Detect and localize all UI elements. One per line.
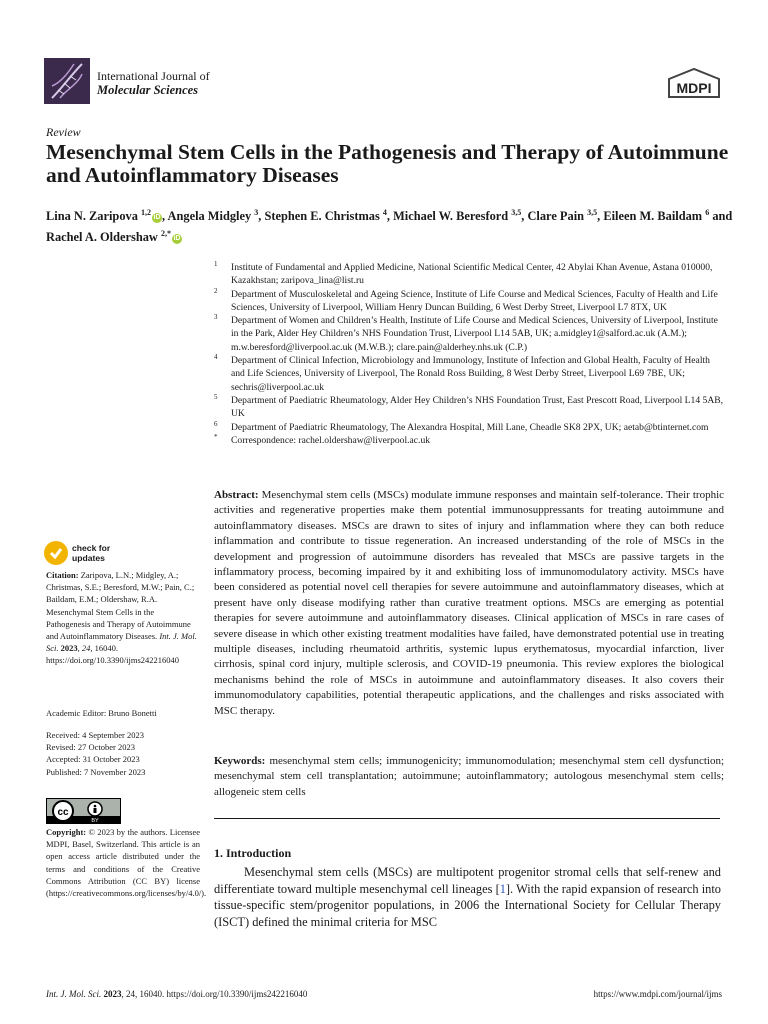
citation-block — [46, 569, 200, 667]
author-separator: , — [386, 209, 394, 224]
author-name: Lina N. Zaripova — [46, 209, 142, 224]
article-title: Mesenchymal Stem Cells in the Pathogenesis and Therapy of Autoimmune and Autoinflammatory Diseases — [46, 140, 729, 187]
affiliation-item — [214, 314, 726, 354]
section-heading: 1. Introduction — [214, 846, 292, 860]
intro-text-a: Mesenchymal stem cells (MSCs) are multipotent progenitor stromal cells that self-renew and differentiate toward multiple mesenchymal cell lineages [ — [214, 865, 721, 896]
journal-name-line2: Molecular Sciences — [97, 83, 199, 97]
author-name: Stephen E. Christmas — [264, 209, 383, 224]
cc-by-license-icon[interactable] — [46, 798, 121, 824]
journal-name-line1: International Journal of — [97, 69, 210, 83]
author-affiliation-marker: 1,2 — [141, 208, 152, 217]
author-name: Angela Midgley — [167, 209, 255, 224]
academic-editor: Academic Editor: Bruno Bonetti — [46, 708, 157, 718]
footer-year: 2023 — [103, 989, 122, 999]
author-separator: , — [521, 209, 528, 224]
author-list — [46, 204, 736, 246]
author-separator: , — [597, 209, 604, 224]
affiliation-item — [214, 421, 726, 434]
mdpi-logo — [665, 67, 723, 101]
author-affiliation-marker: 3 — [254, 208, 259, 217]
affiliation-number: 6 — [214, 419, 218, 428]
copyright-label: Copyright: — [46, 827, 87, 837]
affiliation-item — [214, 394, 726, 421]
affiliation-text: Department of Paediatric Rheumatology, Alder Hey Children’s NHS Foundation Trust, East Prescott Road, Liverpool L14 5AB, UK — [231, 394, 724, 420]
affiliation-text: Department of Paediatric Rheumatology, The Alexandra Hospital, Mill Lane, Cheadle SK8 2PX, UK; aetab@btinternet.com — [231, 421, 709, 433]
affiliation-text: Department of Musculoskeletal and Ageing Science, Institute of Life Course and Medical Sciences, Faculty of Health and Life Sciences, University of Liverpool, William Henry Duncan Building, 6 West Derby Street, Liverpool L7 8TX, UK — [231, 288, 718, 313]
orcid-icon[interactable]: iD — [173, 235, 181, 243]
keywords — [214, 754, 724, 800]
affiliation-number: 1 — [214, 260, 218, 268]
author-affiliation-marker: 3,5 — [511, 208, 522, 217]
author-name: Rachel A. Oldershaw — [46, 230, 161, 245]
abstract-label: Abstract: — [214, 489, 259, 501]
abstract — [214, 488, 724, 719]
reference-link[interactable]: 1 — [499, 881, 506, 896]
check-for-updates-button[interactable] — [44, 541, 124, 567]
journal-name — [97, 69, 210, 97]
affiliation-text: Correspondence: rachel.oldershaw@liverpool.ac.uk — [231, 434, 431, 446]
affiliation-text: Institute of Fundamental and Applied Medicine, National Scientific Medical Center, 42 Abylai Khan Avenue, Astana 010000, Kazakhstan; zaripova_lina@list.ru — [231, 262, 713, 287]
section-divider — [214, 818, 720, 819]
journal-url[interactable]: https://www.mdpi.com/journal/ijms — [593, 989, 722, 999]
affiliation-number: 4 — [214, 353, 218, 362]
date-list — [46, 729, 200, 778]
footer-doi[interactable]: , 24, 16040. https://doi.org/10.3390/ijms242216040 — [121, 989, 308, 999]
author-name: Michael W. Beresford — [393, 209, 512, 224]
affiliation-number: 3 — [214, 313, 218, 322]
svg-text:BY: BY — [91, 818, 99, 824]
intro-paragraph — [214, 864, 721, 931]
author-affiliation-marker: 2,* — [160, 229, 171, 239]
affiliation-text: Department of Women and Children’s Health, Institute of Life Course and Medical Sciences, University of Liverpool, Institute in the Park, Alder Hey Children’s NHS Foundation Trust, Liverpool L14 5AB, UK; a.midgley1@salford.ac.uk (A.M.); m.w.beresford@liverpool.ac.uk (M.W.B.); clare.pain@alderhey.nhs.uk (C.P.) — [231, 315, 718, 353]
affiliation-text: Department of Clinical Infection, Microbiology and Immunology, Institute of Infection and Global Health, Faculty of Health and Life Sciences, University of Liverpool, The Ronald Ross Building, 8 West Derby Street, Liverpool L69 7BE, UK; sechris@liverpool.ac.uk — [231, 355, 710, 393]
publication-date: Published: 7 November 2023 — [46, 766, 146, 777]
citation-label: Citation: — [46, 570, 79, 580]
dna-helix-icon — [44, 58, 90, 104]
affiliation-item — [214, 288, 726, 315]
author-separator: , — [258, 209, 265, 224]
affiliation-item — [214, 434, 726, 447]
citation-journal: Int. J. Mol. Sci. — [46, 631, 197, 654]
affiliation-item — [214, 261, 726, 288]
footer-citation — [46, 989, 307, 999]
affiliation-list — [214, 261, 726, 447]
citation-year: 2023 — [60, 643, 78, 654]
copyright-block — [46, 826, 207, 899]
copyright-text: © 2023 by the authors. Licensee MDPI, Basel, Switzerland. This article is an open access article distributed under the terms and conditions of the Creative Commons Attribution (CC BY) license (https://creativecommons.org/licenses/by/4.0/). — [46, 827, 207, 899]
affiliation-item — [214, 354, 726, 394]
citation-text: Zaripova, L.N.; Midgley, A.; Christmas, S.E.; Beresford, M.W.; Pain, C.; Baildam, E.M.; Oldershaw, R.A. Mesenchymal Stem Cells in the Pathogenesis and Therapy of Autoimmune and Autoinflammatory Diseases. — [46, 570, 195, 642]
publication-date: Accepted: 31 October 2023 — [46, 754, 140, 765]
author-affiliation-marker: 3,5 — [587, 208, 598, 217]
affiliation-number: * — [214, 432, 218, 441]
publication-date: Received: 4 September 2023 — [46, 730, 144, 740]
intro-text-b: ]. With the rapid expansion of research into tissue-specific stem/progenitor populations, in 2006 the International Society for Cellular Therapy (ISCT) defined the minimal criteria for MSC — [214, 881, 721, 930]
footer-journal: Int. J. Mol. Sci. — [46, 989, 102, 999]
article-type: Review — [46, 125, 81, 139]
author-name: Eileen M. Baildam — [603, 209, 706, 224]
affiliation-number: 5 — [214, 392, 218, 401]
publication-date: Revised: 27 October 2023 — [46, 742, 135, 753]
check-updates-line2: updates — [72, 552, 105, 563]
keywords-text: mesenchymal stem cells; immunogenicity; immunomodulation; mesenchymal stem cell dysfunction; mesenchymal stem cell transplantation; autoimmune; autoinflammatory; autologous mesenchymal stem cells; allogeneic stem cells — [214, 755, 724, 798]
affiliation-number: 2 — [214, 286, 218, 295]
abstract-text: Mesenchymal stem cells (MSCs) modulate immune responses and maintain self-tolerance. Their trophic activities and regenerative properties make them potential immunosuppressants for treating autoimmune and autoinflammatory diseases. MSCs are drawn to sites of injury and inflammation where they can both reduce inflammation and contribute to tissue regeneration. An increased understanding of the role of MSCs in the development and progression of autoimmune disorders has revealed that MSCs are passive targets in the inflammatory process, becoming impaired by it and exhibiting loss of immunomodulatory activity. MSCs have been considered as potential novel cell therapies for severe autoimmune and autoinflammatory diseases, which at present have only disease modifying rather than curative treatment options. MSCs are emerging as potential therapies for severe autoimmune and autoinflammatory diseases. Clinical application of MSCs in rare cases of severe disease in which other existing treatment modalities have failed, have demonstrated potential use in treating multiple diseases, including rheumatoid arthritis, systemic lupus erythematosus, myocardial infarction, liver cirrhosis, spinal cord injury, multiple sclerosis, and COVID-19 pneumonia. This review explores the biological mechanisms behind the role of MSCs in autoimmune and autoinflammatory diseases. It also covers their immunomodulatory capabilities, potential therapeutic applications, and the challenges and risks associated with MSC therapy. — [214, 489, 725, 717]
author-separator: , — [162, 209, 168, 224]
check-updates-icon — [44, 541, 68, 565]
citation-doi[interactable]: 16040. https://doi.org/10.3390/ijms242216040 — [46, 643, 180, 666]
citation-volume: , 24, — [77, 643, 93, 654]
check-updates-line1: check for — [72, 543, 111, 553]
author-affiliation-marker: 6 — [705, 208, 710, 217]
orcid-icon[interactable]: iD — [153, 214, 161, 222]
author-separator: and — [709, 209, 733, 224]
svg-text:cc: cc — [57, 807, 69, 818]
author-affiliation-marker: 4 — [382, 208, 387, 217]
keywords-label: Keywords: — [214, 755, 266, 767]
author-name: Clare Pain — [527, 209, 588, 224]
publisher-name: MDPI — [676, 80, 712, 96]
